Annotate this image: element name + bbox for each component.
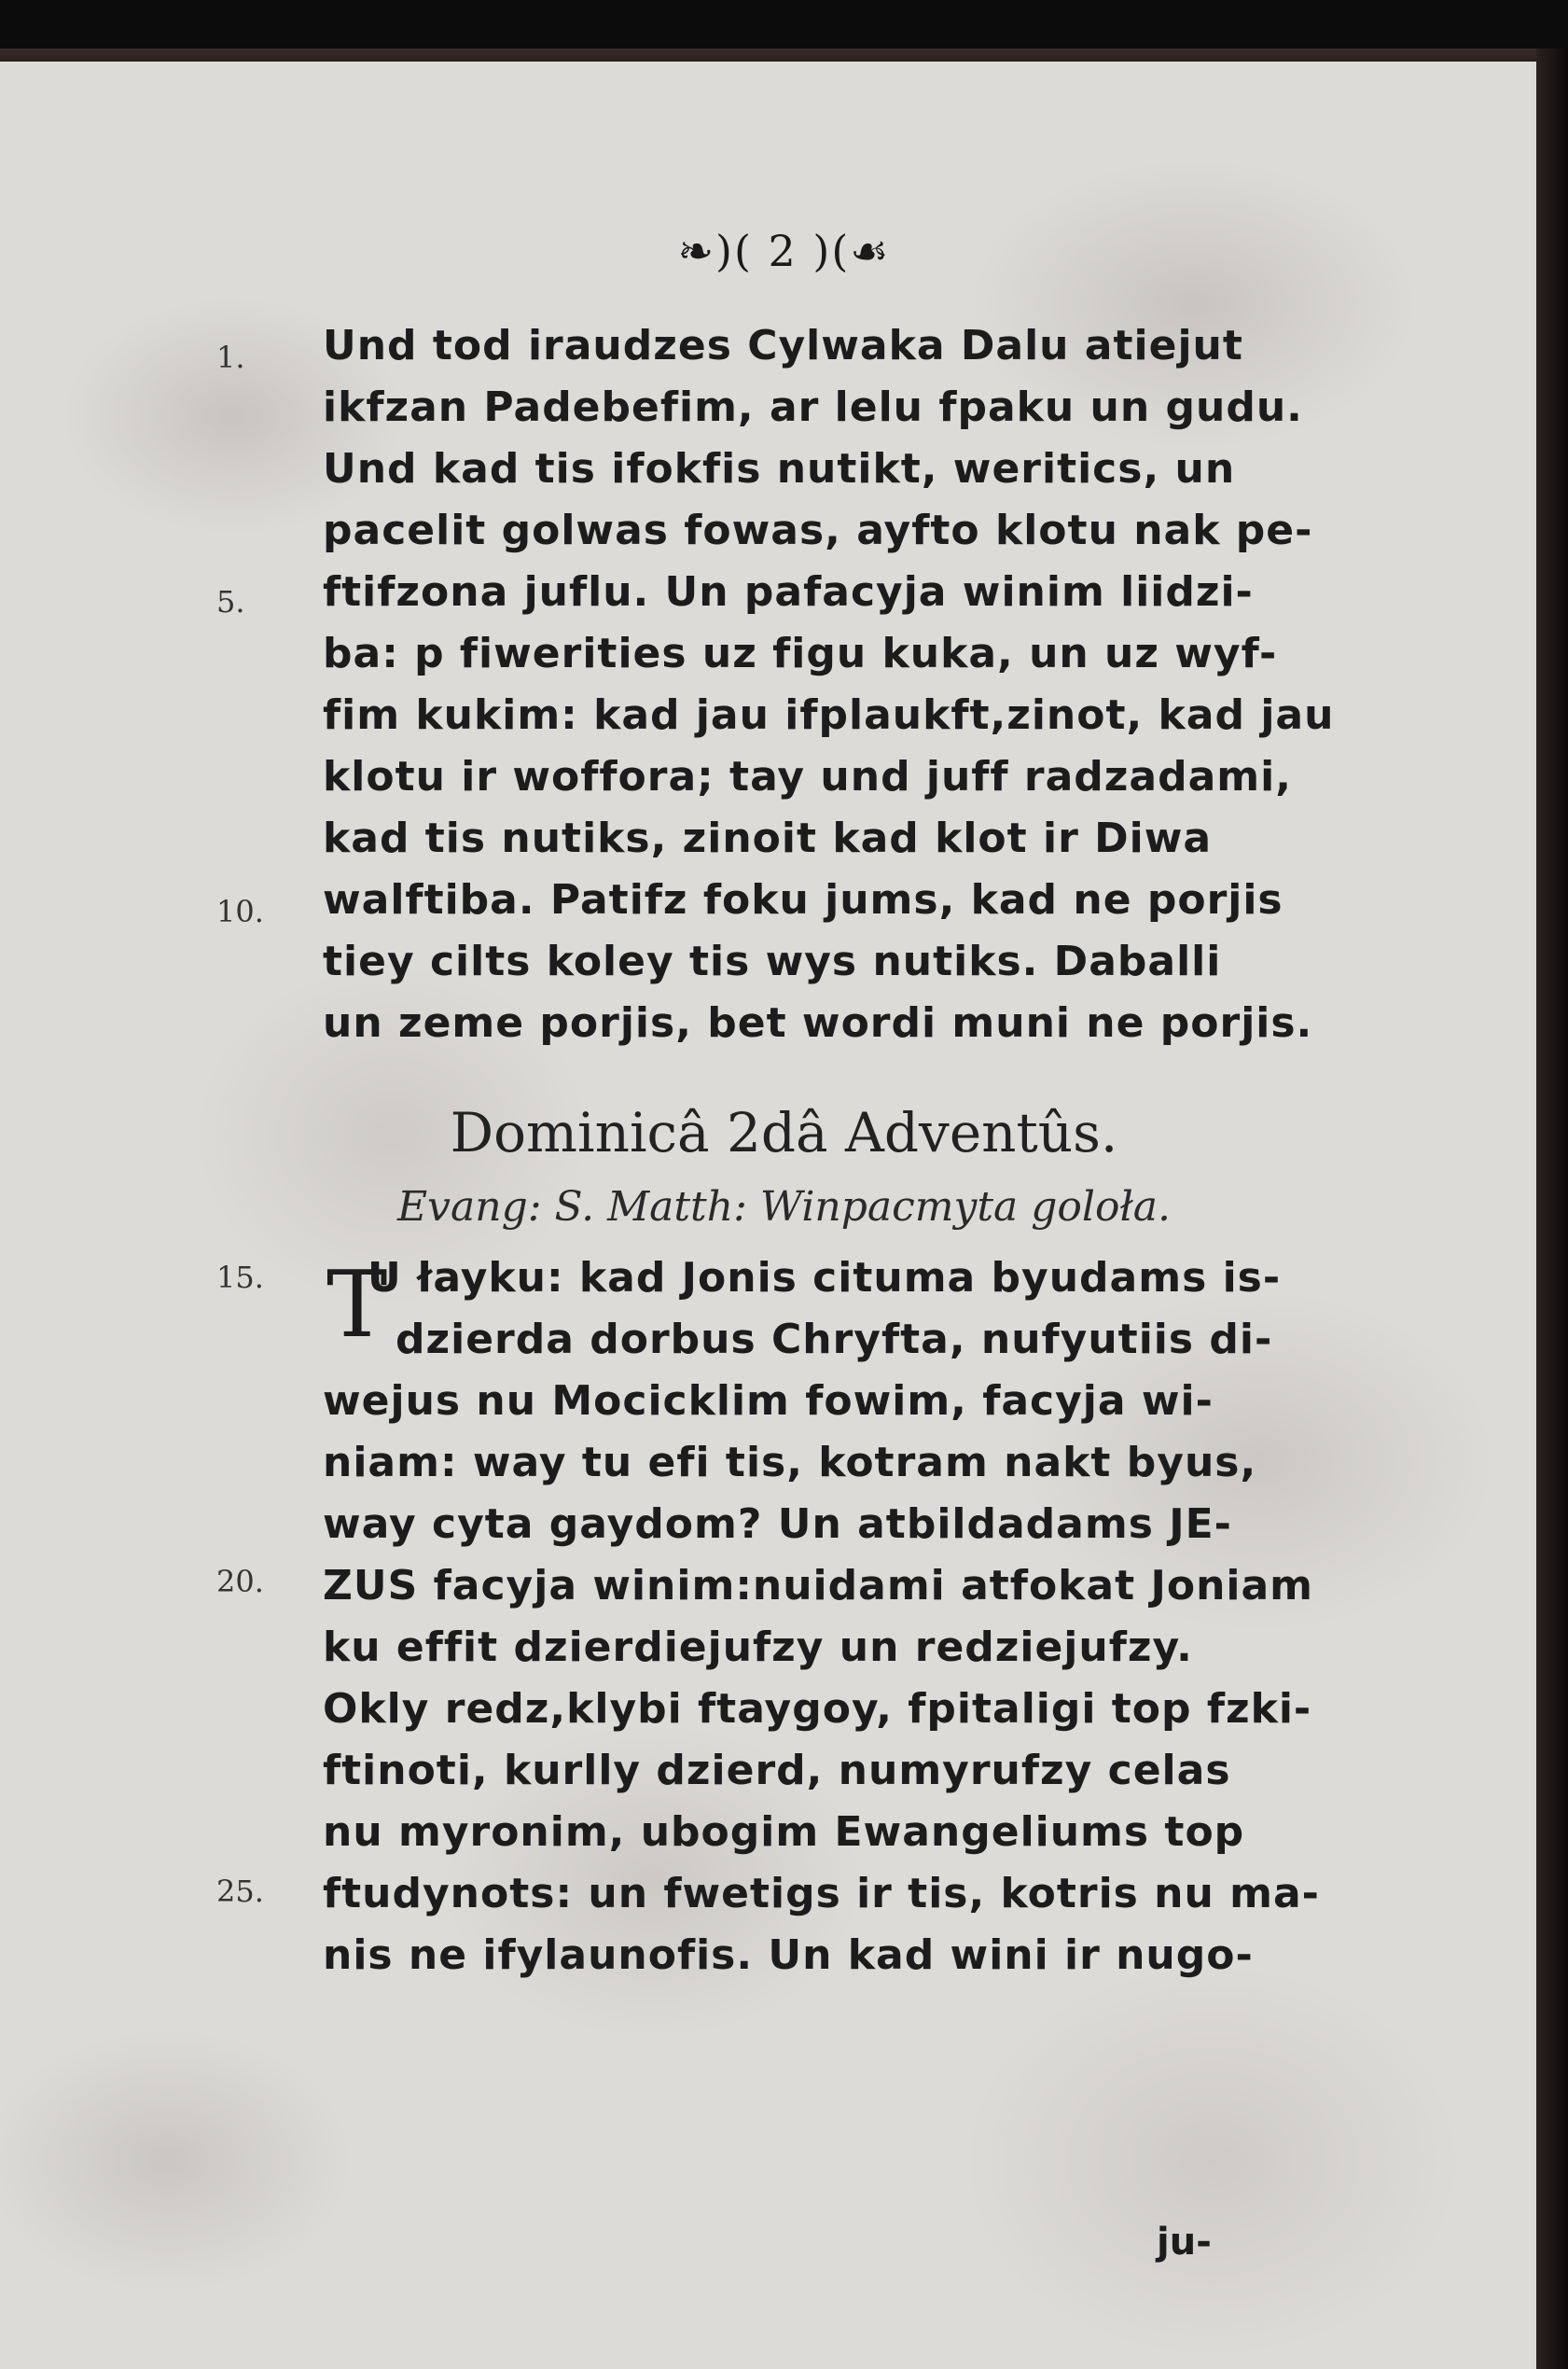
text-line: kad tis nutiks, zinoit kad klot ir Diwa xyxy=(323,815,1213,862)
text-line: way cyta gaydom? Un atbildadams JE- xyxy=(323,1500,1232,1548)
line-number: 20. xyxy=(216,1564,264,1599)
line-number: 15. xyxy=(216,1260,264,1295)
text-line: ftifzona juflu. Un pafacyja winim liidzi- xyxy=(323,568,1254,616)
text-line: klotu ir woffora; tay und juff radzadami, xyxy=(323,753,1292,801)
catchword: ju- xyxy=(1157,2221,1212,2264)
text-line: nu myronim, ubogim Ewangeliums top xyxy=(323,1808,1245,1856)
text-line: nis ne ifylaunofis. Un kad wini ir nugo- xyxy=(323,1931,1254,1979)
text-line: dzierda dorbus Chryfta, nufyutiis di- xyxy=(395,1316,1273,1363)
section-heading: Dominicâ 2dâ Adventûs. xyxy=(450,1101,1118,1164)
section-subheading: Evang: S. Matth: Winpacmyta goloła. xyxy=(397,1183,1171,1231)
text-line: walftiba. Patifz foku jums, kad ne porjis xyxy=(323,876,1284,924)
scan-top-border xyxy=(0,0,1568,54)
page-header: ❧)( 2 )(☙ xyxy=(677,226,891,276)
drop-cap: T xyxy=(326,1252,388,1359)
text-line: wejus nu Mocicklim fowim, facyja wi- xyxy=(323,1377,1214,1425)
text-line: niam: way tu efi tis, kotram nakt byus, xyxy=(323,1439,1257,1486)
text-line: Und kad tis ifokfis nutikt, weritics, un xyxy=(323,445,1236,493)
text-line: ZUS facyja winim:nuidami atfokat Joniam xyxy=(323,1562,1314,1610)
line-number: 1. xyxy=(216,340,245,375)
text-line: Okly redz,klybi ftaygoy, fpitaligi top fzki- xyxy=(323,1685,1312,1733)
text-line: ftudynots: un fwetigs ir tis, kotris nu ma- xyxy=(323,1870,1320,1917)
line-number: 25. xyxy=(216,1874,264,1909)
text-line: ikfzan Padebefim, ar lelu fpaku un gudu. xyxy=(323,383,1303,431)
text-line: ba: p fiwerities uz figu kuka, un uz wyf- xyxy=(323,630,1278,677)
text-line: Und tod iraudzes Cylwaka Dalu atiejut xyxy=(323,322,1243,369)
line-number: 5. xyxy=(216,584,245,620)
text-line: fim kukim: kad jau ifplaukft,zinot, kad jau xyxy=(323,691,1335,739)
text-line: ftinoti, kurlly dzierd, numyrufzy celas xyxy=(323,1747,1231,1794)
text-line: U łayku: kad Jonis citumа byudams is- xyxy=(368,1254,1282,1302)
text-line: pacelit golwas fowas, ayfto klotu nak pe- xyxy=(323,507,1313,554)
text-line: un zeme porjis, bet wordi muni ne porjis. xyxy=(323,999,1313,1047)
text-line: tiey cilts koley tis wys nutiks. Daballi xyxy=(323,938,1222,985)
line-number: 10. xyxy=(216,894,264,929)
text-line: ku effit dzierdiejufzy un redziejufzy. xyxy=(323,1623,1193,1671)
